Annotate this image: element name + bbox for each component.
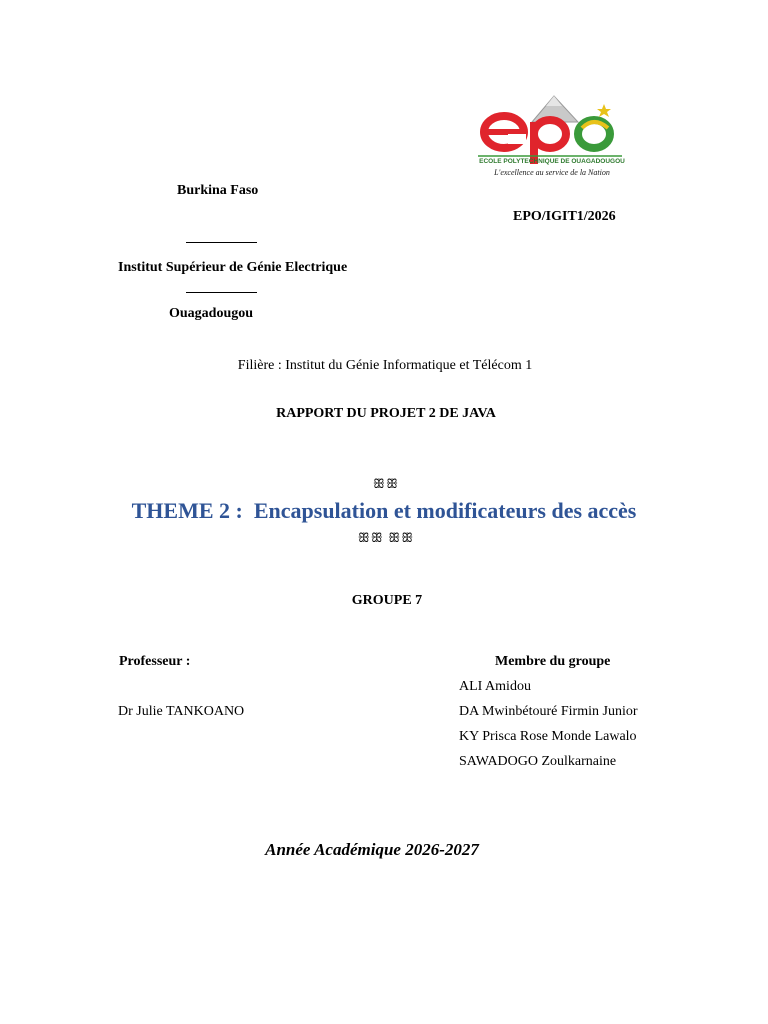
city-label: Ouagadougou — [169, 306, 254, 321]
members-heading: Membre du groupe — [495, 654, 611, 669]
member-item: ALI Amidou — [459, 679, 531, 694]
group-label: GROUPE 7 — [351, 593, 423, 608]
country-label: Burkina Faso — [177, 183, 259, 198]
ornament-bottom: ꕥꕥ ꕥꕥ — [357, 530, 415, 545]
theme-text: Encapsulation et modificateurs des accès — [253, 498, 637, 523]
academic-year: Année Académique 2026-2027 — [265, 840, 479, 859]
logo-school-name: ECOLE POLYTECHNIQUE DE OUAGADOUGOU — [479, 158, 625, 165]
member-item: SAWADOGO Zoulkarnaine — [459, 754, 617, 769]
logo-motto: L'excellence au service de la Nation — [494, 168, 610, 177]
theme-title — [0, 497, 768, 525]
report-title: RAPPORT DU PROJET 2 DE JAVA — [276, 406, 496, 421]
theme-label: THEME 2 : — [131, 498, 243, 523]
document-reference: EPO/IGIT1/2026 — [513, 209, 616, 224]
ornament-top: ꕥꕥ — [372, 476, 400, 491]
divider — [186, 292, 257, 293]
member-item: DA Mwinbétouré Firmin Junior — [459, 704, 638, 719]
professor-name: Dr Julie TANKOANO — [118, 704, 245, 719]
program-label: Filière : Institut du Génie Informatique et Télécom 1 — [237, 358, 533, 373]
divider — [186, 242, 257, 243]
institute-name: Institut Supérieur de Génie Electrique — [118, 260, 348, 275]
member-item: KY Prisca Rose Monde Lawalo — [459, 729, 637, 744]
professor-heading: Professeur : — [119, 654, 191, 669]
school-logo — [472, 88, 632, 192]
